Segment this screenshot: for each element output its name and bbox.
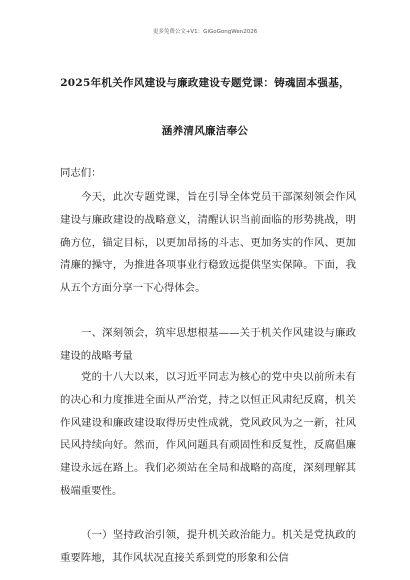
body-paragraph-1: 党的十八大以来，以习近平同志为核心的党中央以前所未有的决心和力度推进全面从严治党，持之以恒正风肃纪反腐，机关作风建设和廉政建设取得历史性成就，党风政风为之一新，社风民风持续向好。然而，作风问题具有顽固性和反复性，反腐倡廉建设永远在路上。我们必须站在全局和战略的高度，深刻理解其极端重要性。	[60, 371, 356, 497]
document-title-line-1: 2025年机关作风建设与廉政建设专题党课：铸魂固本强基，	[60, 77, 350, 89]
intro-paragraph: 今天，此次专题党课，旨在引导全体党员干部深刻领会作风建设与廉政建设的战略意义，清醒认识当前面临的形势挑战，明确方位，锚定目标，以更加昂扬的斗志、更加务实的作风、更加清廉的操守，为推进各项事业行稳致远提供坚实保障。下面，我从五个方面分享一下心得体会。	[60, 191, 356, 295]
document-title-line-2: 涵养清风廉洁奉公	[161, 125, 249, 137]
header-note: 更多免费公文+V1：GiGoGongWen2026	[152, 29, 258, 35]
section-heading-1: 一、深刻领会，筑牢思想根基——关于机关作风建设与廉政建设的战略考量	[60, 327, 356, 362]
greeting: 同志们：	[60, 167, 102, 179]
body-paragraph-2: （一）坚持政治引领，提升机关政治能力。机关是党执政的重要阵地，其作风状况直接关系到党的形象和公信	[60, 529, 356, 564]
